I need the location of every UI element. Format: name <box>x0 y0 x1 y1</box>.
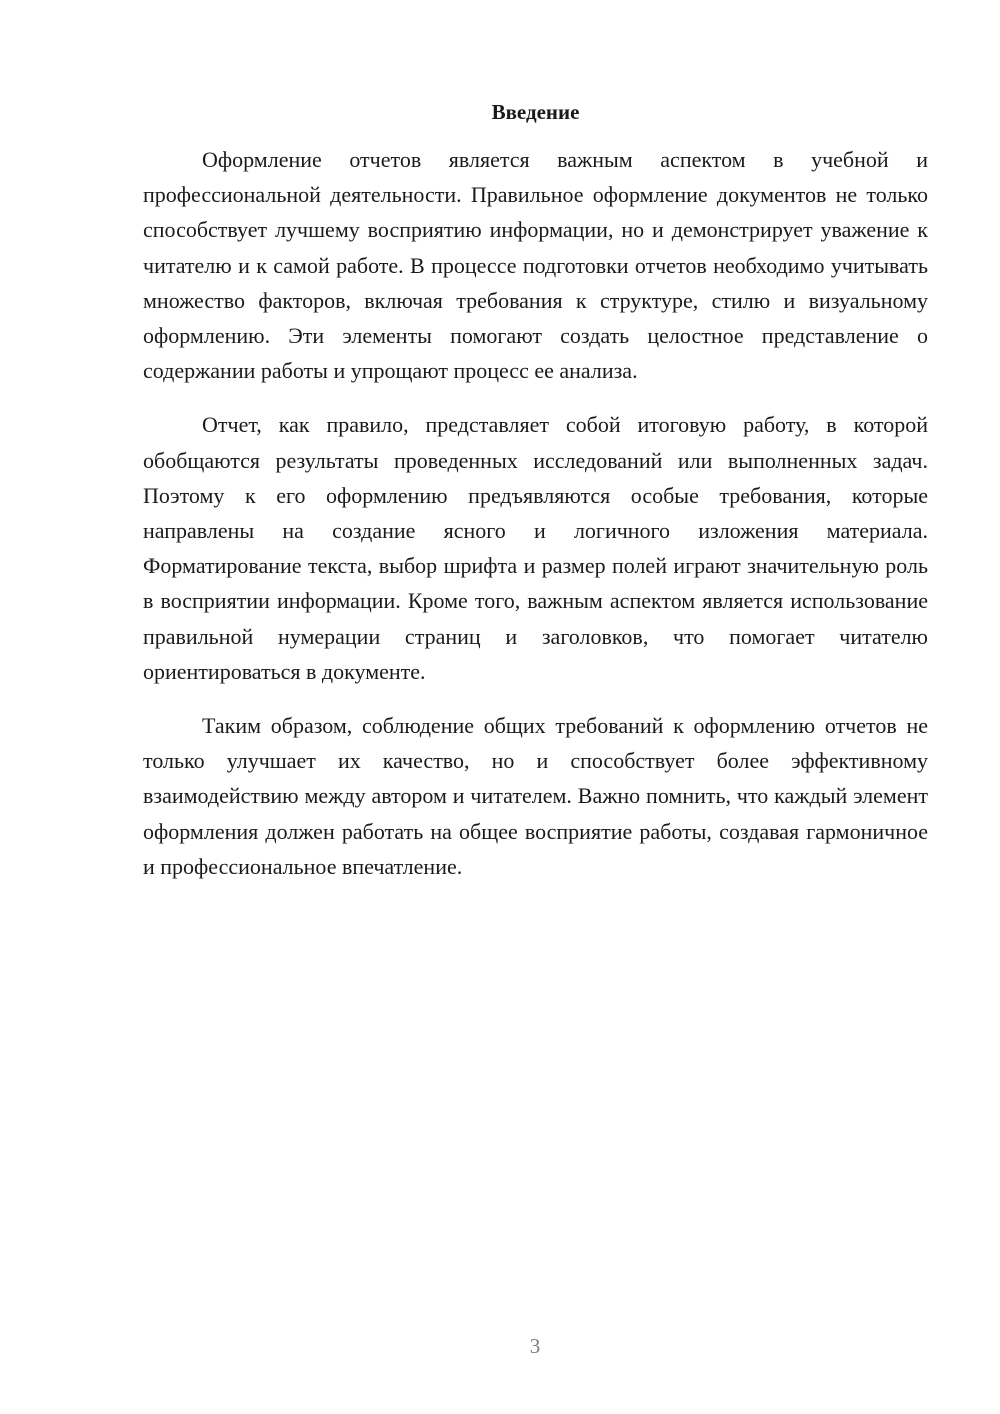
paragraph-3: Таким образом, соблюдение общих требований к оформлению отчетов не только улучшает их качество, но и способствует более эффективному взаимодействию между автором и читателем. Важно помнить, что каждый элемент оформления должен работать на общее восприятие работы, создавая гармоничное и профессиональное впечатление. <box>143 713 928 879</box>
paragraph-1: Оформление отчетов является важным аспектом в учебной и профессиональной деятельности. Правильное оформление документов не только способствует лучшему восприятию информации, но и демонстрирует уважение к читателю и к самой работе. В процессе подготовки отчетов необходимо учитывать множество факторов, включая требования к структуре, стилю и визуальному оформлению. Эти элементы помогают создать целостное представление о содержании работы и упрощают процесс ее анализа. <box>143 147 928 384</box>
page-number: 3 <box>529 1334 541 1358</box>
section-heading: Введение <box>491 100 580 124</box>
paragraph-2: Отчет, как правило, представляет собой итоговую работу, в которой обобщаются результаты проведенных исследований или выполненных задач. Поэтому к его оформлению предъявляются особые требования, которые направлены на создание ясного и логичного изложения материала. Форматирование текста, выбор шрифта и размер полей играют значительную роль в восприятии информации. Кроме того, важным аспектом является использование правильной нумерации страниц и заголовков, что помогает читателю ориентироваться в документе. <box>143 412 928 684</box>
document-body <box>143 142 928 903</box>
